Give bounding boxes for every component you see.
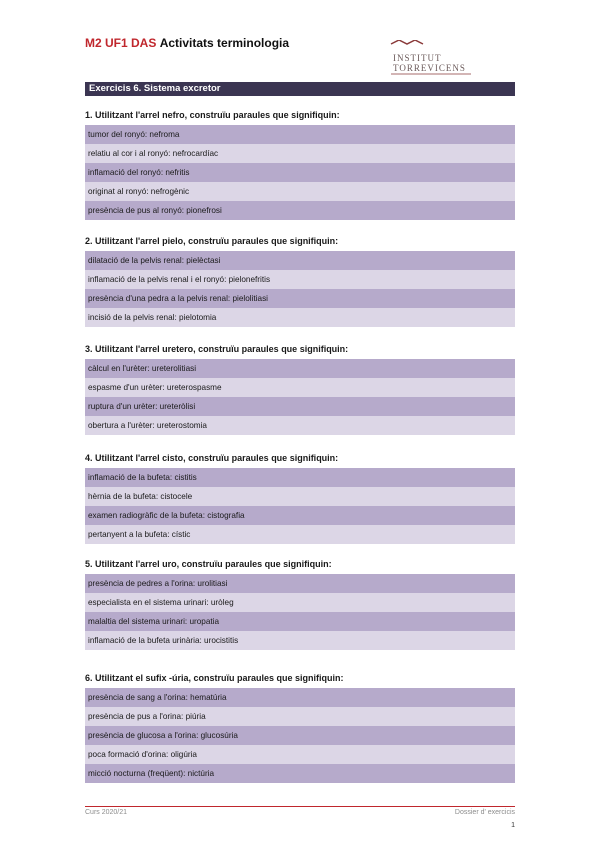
question-heading: 4. Utilitzant l'arrel cisto, construïu paraules que signifiquin: [85, 453, 339, 463]
answer-row: presència de pus al ronyó: pionefrosi [85, 201, 515, 220]
answer-row: pertanyent a la bufeta: cístic [85, 525, 515, 544]
answer-row: inflamació de la pelvis renal i el ronyó: pielonefritis [85, 270, 515, 289]
question-heading: 2. Utilitzant l'arrel pielo, construïu paraules que signifiquin: [85, 236, 339, 246]
answer-row: presència de sang a l'orina: hematúria [85, 688, 515, 707]
answer-row: inflamació de la bufeta: cistitis [85, 468, 515, 487]
exercise-section-4 [85, 451, 515, 544]
answer-row: obertura a l'urèter: ureterostomia [85, 416, 515, 435]
answer-row: examen radiogràfic de la bufeta: cistografia [85, 506, 515, 525]
institut-logo [385, 40, 475, 76]
exercise-section-1 [85, 108, 515, 220]
answer-row: presència de pus a l'orina: piúria [85, 707, 515, 726]
answer-row: inflamació de la bufeta urinària: urocistitis [85, 631, 515, 650]
page-footer [85, 806, 515, 817]
answer-row: hèrnia de la bufeta: cistocele [85, 487, 515, 506]
answer-row: originat al ronyó: nefrogènic [85, 182, 515, 201]
exercise-section-6 [85, 671, 515, 783]
answer-row: inflamació del ronyó: nefritis [85, 163, 515, 182]
exercise-section-2 [85, 234, 515, 327]
answer-row: ruptura d'un urèter: ureteròlisi [85, 397, 515, 416]
question-heading: 5. Utilitzant l'arrel uro, construïu paraules que signifiquin: [85, 559, 332, 569]
footer-dossier: Dossier d' exercicis [454, 809, 515, 816]
answer-row: poca formació d'orina: oligúria [85, 745, 515, 764]
section-banner: Exercicis 6. Sistema excretor [85, 82, 515, 96]
exercise-section-5 [85, 557, 515, 650]
answer-row: presència de glucosa a l'orina: glucosúria [85, 726, 515, 745]
page-header [85, 36, 289, 50]
answer-row: presència d'una pedra a la pelvis renal: pielolitiasi [85, 289, 515, 308]
module-code: M2 UF1 DAS [85, 36, 157, 50]
logo-line-1: INSTITUT [393, 53, 442, 63]
answer-row: especialista en el sistema urinari: uròleg [85, 593, 515, 612]
answer-row: tumor del ronyó: nefroma [85, 125, 515, 144]
answer-row: relatiu al cor i al ronyó: nefrocardíac [85, 144, 515, 163]
answer-row: incisió de la pelvis renal: pielotomia [85, 308, 515, 327]
answer-row: malaltia del sistema urinari: uropatia [85, 612, 515, 631]
footer-course: Curs 2020/21 [85, 809, 128, 816]
answer-row: micció nocturna (freqüent): nictúria [85, 764, 515, 783]
answer-row: espasme d'un urèter: ureterospasme [85, 378, 515, 397]
logo-line-2: TORREVICENS [393, 63, 466, 73]
answer-row: presència de pedres a l'orina: urolitiasi [85, 574, 515, 593]
question-heading: 6. Utilitzant el sufix -úria, construïu paraules que signifiquin: [85, 673, 344, 683]
answer-row: càlcul en l'urèter: ureterolitiasi [85, 359, 515, 378]
question-heading: 1. Utilitzant l'arrel nefro, construïu paraules que signifiquin: [85, 110, 340, 120]
exercise-section-3 [85, 342, 515, 435]
answer-row: dilatació de la pelvis renal: pielèctasi [85, 251, 515, 270]
document-title: Activitats terminologia [159, 36, 290, 50]
page-number: 1 [511, 822, 515, 829]
question-heading: 3. Utilitzant l'arrel uretero, construïu paraules que signifiquin: [85, 344, 349, 354]
